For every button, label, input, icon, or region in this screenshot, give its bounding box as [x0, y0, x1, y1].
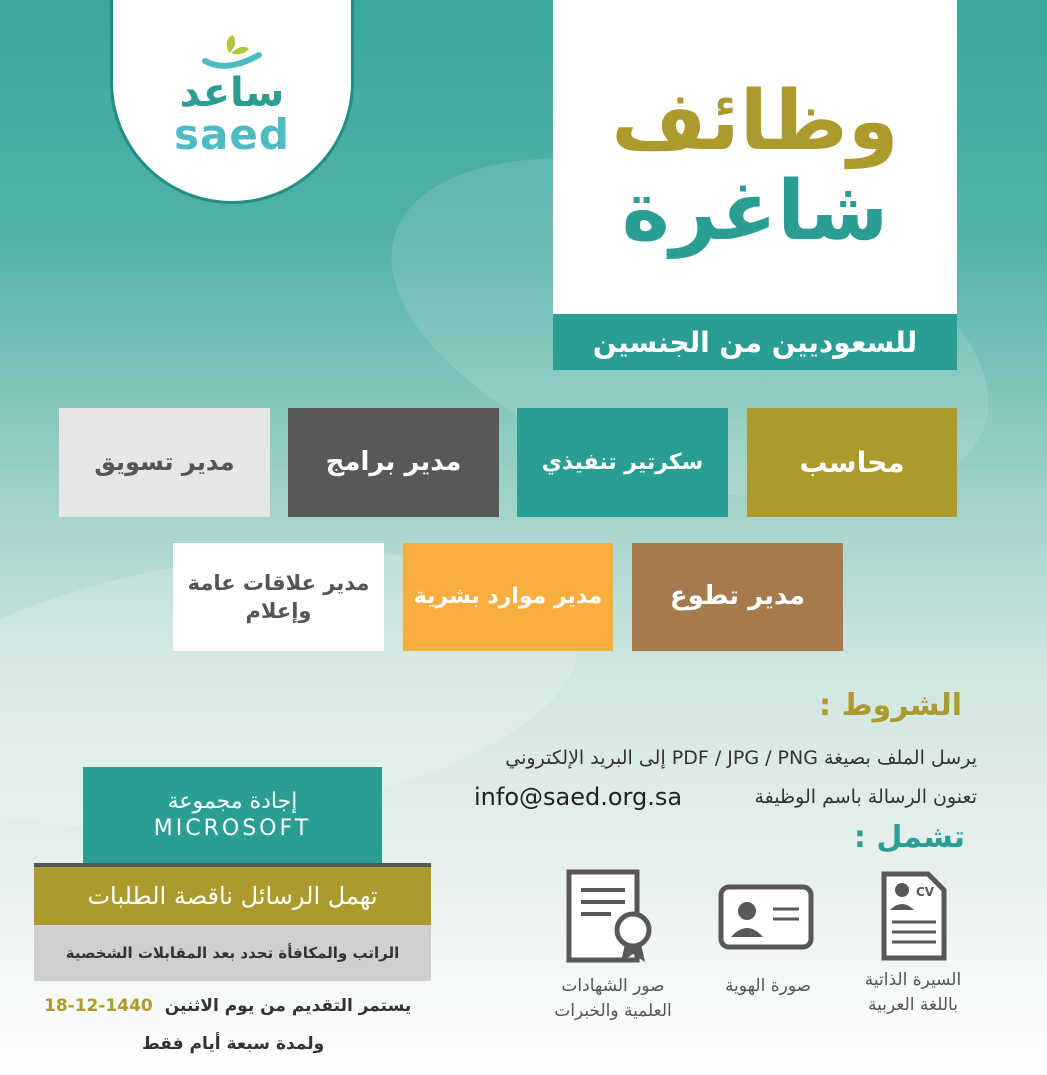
id-card-icon — [717, 883, 815, 951]
contact-email[interactable]: info@saed.org.sa — [474, 783, 683, 811]
requirement-box — [83, 767, 382, 863]
include-cv-line1: السيرة الذاتية — [864, 970, 962, 990]
conditions-title: الشروط : — [819, 688, 962, 723]
logo-card — [110, 0, 354, 204]
job-marketing-manager: مدير تسويق — [59, 408, 270, 517]
include-id-label: صورة الهوية — [724, 976, 812, 996]
cv-badge: CV — [916, 885, 935, 899]
job-executive-secretary: سكرتير تنفيذي — [517, 408, 728, 517]
title-jobs: وظائف — [611, 73, 899, 169]
neglect-notice: تهمل الرسائل ناقصة الطلبات — [34, 867, 431, 925]
include-cv-label — [848, 968, 978, 1017]
job-hr-manager: مدير موارد بشرية — [403, 543, 613, 651]
title-vacant: شاغرة — [621, 164, 889, 259]
deadline-duration: ولمدة سبعة أيام فقط — [142, 1034, 325, 1054]
include-certificates-line1: صور الشهادات — [561, 976, 665, 996]
job-programs-manager: مدير برامج — [288, 408, 499, 517]
job-pr-media-manager: مدير علاقات عامة وإعلام — [173, 543, 384, 651]
conditions-line-subject: تعنون الرسالة باسم الوظيفة — [754, 786, 977, 808]
requirement-line2: MICROSOFT — [153, 816, 312, 841]
subtitle-bar: للسعوديين من الجنسين — [553, 314, 957, 370]
include-certificates-label — [538, 974, 688, 1023]
deadline-line — [44, 996, 411, 1016]
logo-arabic: ساعد — [179, 69, 285, 116]
includes-title: تشمل : — [853, 820, 965, 855]
deadline-text: يستمر التقديم من يوم الاثنين — [164, 996, 412, 1016]
job-accountant: محاسب — [747, 408, 957, 517]
requirement-line1: إجادة مجموعة — [167, 789, 298, 814]
deadline-date: 18-12-1440 — [44, 996, 153, 1016]
job-volunteering-manager: مدير تطوع — [632, 543, 843, 651]
certificate-icon — [563, 868, 659, 964]
logo-english: saed — [174, 109, 290, 159]
cv-document-icon — [880, 870, 948, 962]
title-card — [553, 0, 957, 314]
salary-notice: الراتب والمكافأة تحدد بعد المقابلات الشخصية — [34, 925, 431, 981]
include-cv-line2: باللغة العربية — [868, 994, 958, 1015]
conditions-line-format: يرسل الملف بصيغة PDF / JPG / PNG إلى البريد الإلكتروني — [505, 747, 977, 769]
include-certificates-line2: العلمية والخبرات — [554, 1000, 672, 1021]
leaf-hand-icon — [197, 33, 267, 73]
